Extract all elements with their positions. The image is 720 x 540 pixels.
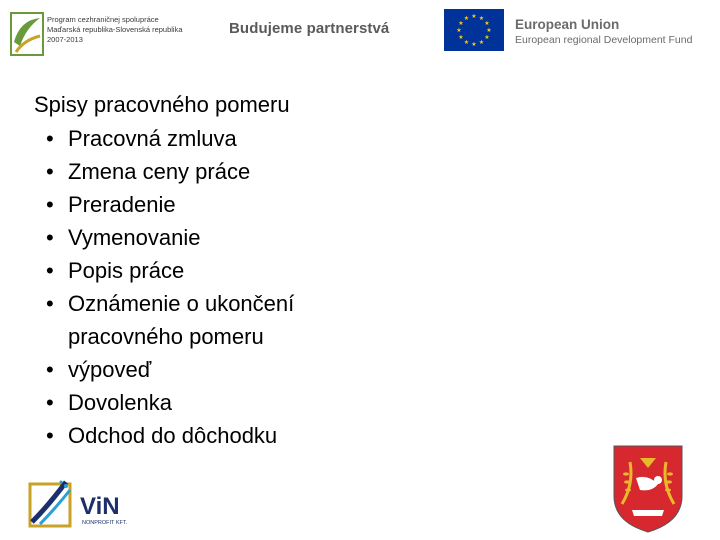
svg-text:★: ★ [458,34,464,41]
list-item [34,386,454,419]
list-item [34,254,454,287]
program-logo-icon [10,12,44,56]
bullet-icon: • [46,159,54,184]
program-line: Program cezhraničnej spolupráce [47,15,159,24]
svg-text:★: ★ [463,15,470,22]
program-line: Maďarská republika-Slovenská republika [47,25,183,34]
svg-text:★: ★ [484,34,490,41]
svg-text:★: ★ [471,13,477,20]
svg-text:★: ★ [463,39,470,46]
eu-title: European Union [515,17,620,32]
list-item-label: výpoveď [68,357,152,382]
list-item-label: Preradenie [68,192,176,217]
svg-text:★: ★ [471,41,477,48]
program-name [47,15,183,45]
bullet-icon: • [46,423,54,448]
slide-content [34,90,454,452]
svg-text:★: ★ [456,27,462,34]
bullet-icon: • [46,291,54,316]
list-item [34,188,454,221]
bullet-icon: • [46,126,54,151]
program-line: 2007-2013 [47,35,83,44]
eu-label [515,16,692,47]
svg-text:★: ★ [484,20,490,27]
eu-subtitle: European regional Development Fund [515,34,693,46]
svg-text:★: ★ [486,27,492,34]
list-item-label: Vymenovanie [68,225,201,250]
header-banner [0,0,720,62]
bullet-icon: • [46,225,54,250]
vin-subtext: NONPROFIT KFT. [82,520,128,526]
tagline: Budujeme partnerstvá [229,20,390,37]
item-list [34,122,454,452]
list-item-label: Popis práce [68,258,185,283]
vin-logo-icon [26,476,144,530]
list-item-label: Zmena ceny práce [68,159,251,184]
bullet-icon: • [46,258,54,283]
list-item-label: Odchod do dôchodku [68,423,278,448]
slide-heading: Spisy pracovného pomeru [34,92,290,117]
list-item [34,353,454,386]
list-item-label: Pracovná zmluva [68,126,237,151]
svg-text:★: ★ [478,39,485,46]
bullet-icon: • [46,390,54,415]
list-item [34,155,454,188]
svg-text:★: ★ [478,15,485,22]
list-item-label: Oznámenie o ukončení pracovného pomeru [68,291,295,349]
list-item [34,287,368,353]
coat-of-arms-icon [612,444,684,534]
list-item [34,122,454,155]
list-item [34,419,454,452]
svg-text:★: ★ [458,20,464,27]
list-item-label: Dovolenka [68,390,172,415]
list-item [34,221,454,254]
vin-wordmark: ViN [80,493,120,520]
bullet-icon: • [46,357,54,382]
eu-flag-icon [444,9,504,51]
bullet-icon: • [46,192,54,217]
